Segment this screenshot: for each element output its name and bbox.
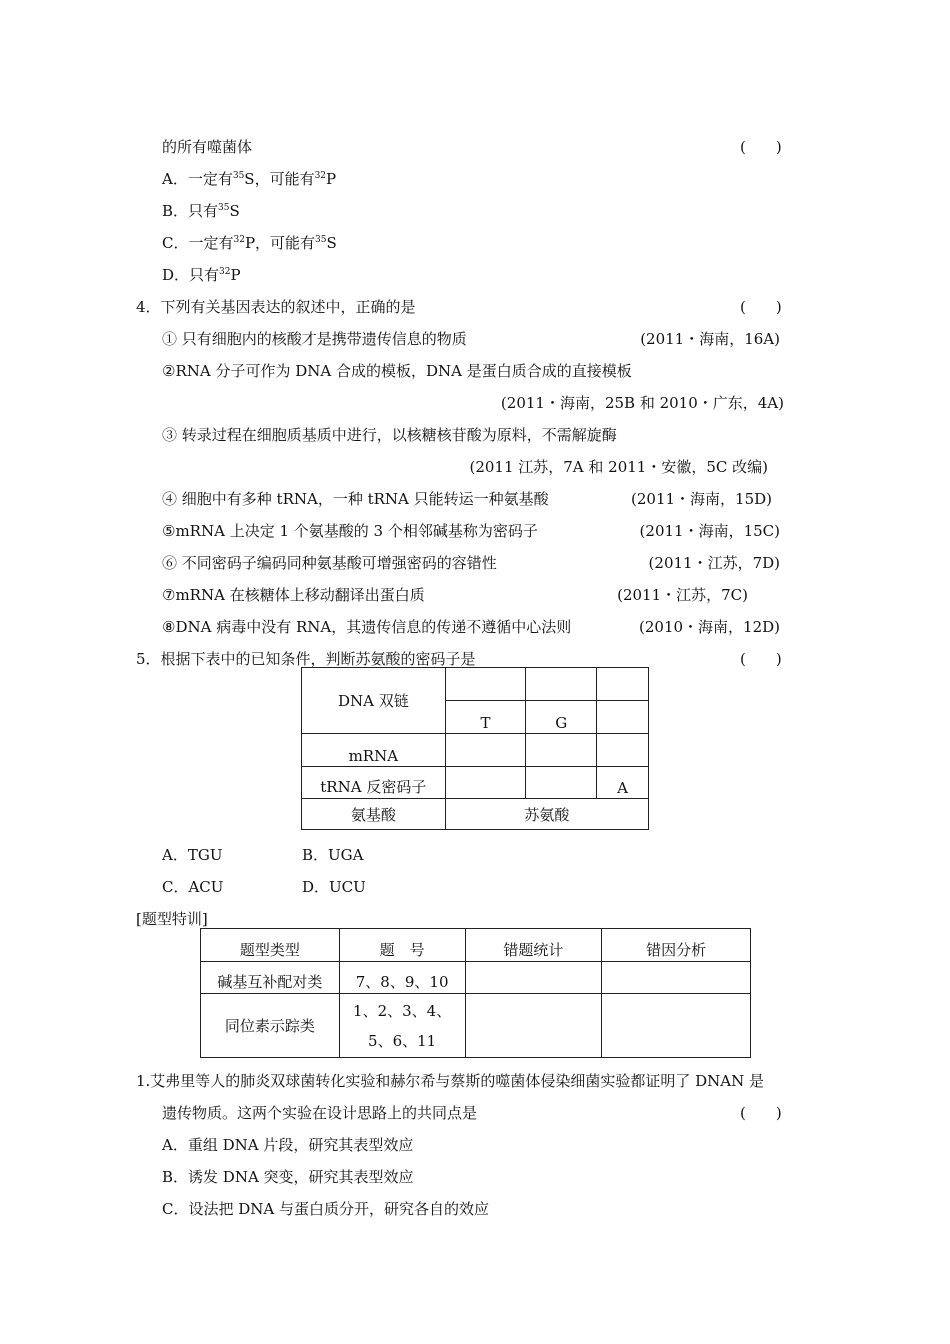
q4-item-2-source: (2011・海南，25B 和 2010・广东，4A) bbox=[500, 394, 784, 412]
training-header-errors: 错题统计 bbox=[465, 929, 602, 962]
q4-item-8-source: (2010・海南，12D) bbox=[639, 618, 780, 636]
trna-label-cell: tRNA 反密码子 bbox=[302, 767, 446, 799]
q3-option-d: D．只有$^{32}$P bbox=[162, 266, 241, 284]
q4-stem: 4．下列有关基因表达的叙述中，正确的是 bbox=[136, 298, 416, 316]
training-row1-errors bbox=[465, 962, 602, 994]
mrna-cell-3 bbox=[597, 734, 649, 767]
q4-item-3-source: (2011 江苏，7A 和 2011・安徽，5C 改编) bbox=[469, 458, 768, 476]
dna-strand1-cell-2 bbox=[526, 668, 597, 701]
q4-answer-paren: ( ) bbox=[740, 298, 782, 316]
t1-stem-line1: 1.艾弗里等人的肺炎双球菌转化实验和赫尔希与蔡斯的噬菌体侵染细菌实验都证明了 DNAN 是 bbox=[136, 1072, 764, 1090]
mrna-cell-1 bbox=[445, 734, 526, 767]
t1-option-c: C．设法把 DNA 与蛋白质分开，研究各自的效应 bbox=[162, 1200, 489, 1218]
dna-strand2-cell-3 bbox=[597, 701, 649, 734]
q4-item-6-source: (2011・江苏，7D) bbox=[648, 554, 780, 572]
training-row2-numbers-line2: 5、6、11 bbox=[368, 1031, 437, 1050]
training-row1-type: 碱基互补配对类 bbox=[201, 962, 340, 994]
mrna-cell-2 bbox=[526, 734, 597, 767]
t1-answer-paren: ( ) bbox=[740, 1104, 782, 1122]
t1-option-b: B．诱发 DNA 突变，研究其表型效应 bbox=[162, 1168, 414, 1186]
amino-acid-value-cell: 苏氨酸 bbox=[445, 799, 648, 830]
q4-item-5: ⑤mRNA 上决定 1 个氨基酸的 3 个相邻碱基称为密码子 bbox=[162, 522, 538, 540]
training-row1-analysis bbox=[602, 962, 751, 994]
trna-cell-2 bbox=[526, 767, 597, 799]
q3-stem-tail: 的所有噬菌体 bbox=[162, 138, 253, 156]
q5-option-a: A．TGU bbox=[162, 846, 223, 864]
mrna-label-cell: mRNA bbox=[302, 734, 446, 767]
training-header-analysis: 错因分析 bbox=[602, 929, 751, 962]
t1-stem-line2: 遗传物质。这两个实验在设计思路上的共同点是 bbox=[162, 1104, 478, 1122]
training-row2-analysis bbox=[602, 994, 751, 1058]
training-heading: [题型特训] bbox=[136, 910, 208, 928]
q4-item-4-source: (2011・海南，15D) bbox=[631, 490, 772, 508]
q4-item-8: ⑧DNA 病毒中没有 RNA，其遗传信息的传递不遵循中心法则 bbox=[162, 618, 572, 636]
training-row1-numbers: 7、8、9、10 bbox=[339, 962, 465, 994]
codon-table bbox=[301, 667, 649, 830]
training-header-type: 题型类型 bbox=[201, 929, 340, 962]
dna-label-cell: DNA 双链 bbox=[302, 668, 446, 734]
q4-item-7-source: (2011・江苏，7C) bbox=[617, 586, 748, 604]
q4-item-3: ③ 转录过程在细胞质基质中进行，以核糖核苷酸为原料，不需解旋酶 bbox=[162, 426, 617, 444]
training-header-number: 题 号 bbox=[339, 929, 465, 962]
t1-option-a: A．重组 DNA 片段，研究其表型效应 bbox=[162, 1136, 414, 1154]
dna-strand1-cell-1 bbox=[445, 668, 526, 701]
dna-strand1-cell-3 bbox=[597, 668, 649, 701]
training-row2-type: 同位素示踪类 bbox=[201, 994, 340, 1058]
q4-item-6: ⑥ 不同密码子编码同种氨基酸可增强密码的容错性 bbox=[162, 554, 497, 572]
q5-option-d: D．UCU bbox=[302, 878, 366, 896]
trna-cell-3: A bbox=[597, 767, 649, 799]
q3-option-b: B．只有$^{35}$S bbox=[162, 202, 240, 220]
dna-strand2-cell-2: G bbox=[526, 701, 597, 734]
q3-answer-paren: ( ) bbox=[740, 138, 782, 156]
q4-item-1: ① 只有细胞内的核酸才是携带遗传信息的物质 bbox=[162, 330, 467, 348]
q4-item-1-source: (2011・海南，16A) bbox=[640, 330, 780, 348]
q4-item-2: ②RNA 分子可作为 DNA 合成的模板，DNA 是蛋白质合成的直接模板 bbox=[162, 362, 632, 380]
dna-strand2-cell-1: T bbox=[445, 701, 526, 734]
q5-stem: 5．根据下表中的已知条件，判断苏氨酸的密码子是 bbox=[136, 650, 476, 668]
q4-item-5-source: (2011・海南，15C) bbox=[639, 522, 780, 540]
q5-option-c: C．ACU bbox=[162, 878, 224, 896]
training-row2-errors bbox=[465, 994, 602, 1058]
training-table bbox=[200, 928, 751, 1058]
q5-answer-paren: ( ) bbox=[740, 650, 782, 668]
amino-acid-label-cell: 氨基酸 bbox=[302, 799, 446, 830]
q3-option-a: A．一定有$^{35}$S，可能有$^{32}$P bbox=[162, 170, 337, 188]
q3-option-c: C．一定有$^{32}$P，可能有$^{35}$S bbox=[162, 234, 337, 252]
training-row2-numbers-line1: 1、2、3、4、 bbox=[353, 1001, 452, 1020]
trna-cell-1 bbox=[445, 767, 526, 799]
q4-item-4: ④ 细胞中有多种 tRNA，一种 tRNA 只能转运一种氨基酸 bbox=[162, 490, 549, 508]
q5-option-b: B．UGA bbox=[302, 846, 364, 864]
q4-item-7: ⑦mRNA 在核糖体上移动翻译出蛋白质 bbox=[162, 586, 425, 604]
training-row2-numbers bbox=[339, 994, 465, 1058]
